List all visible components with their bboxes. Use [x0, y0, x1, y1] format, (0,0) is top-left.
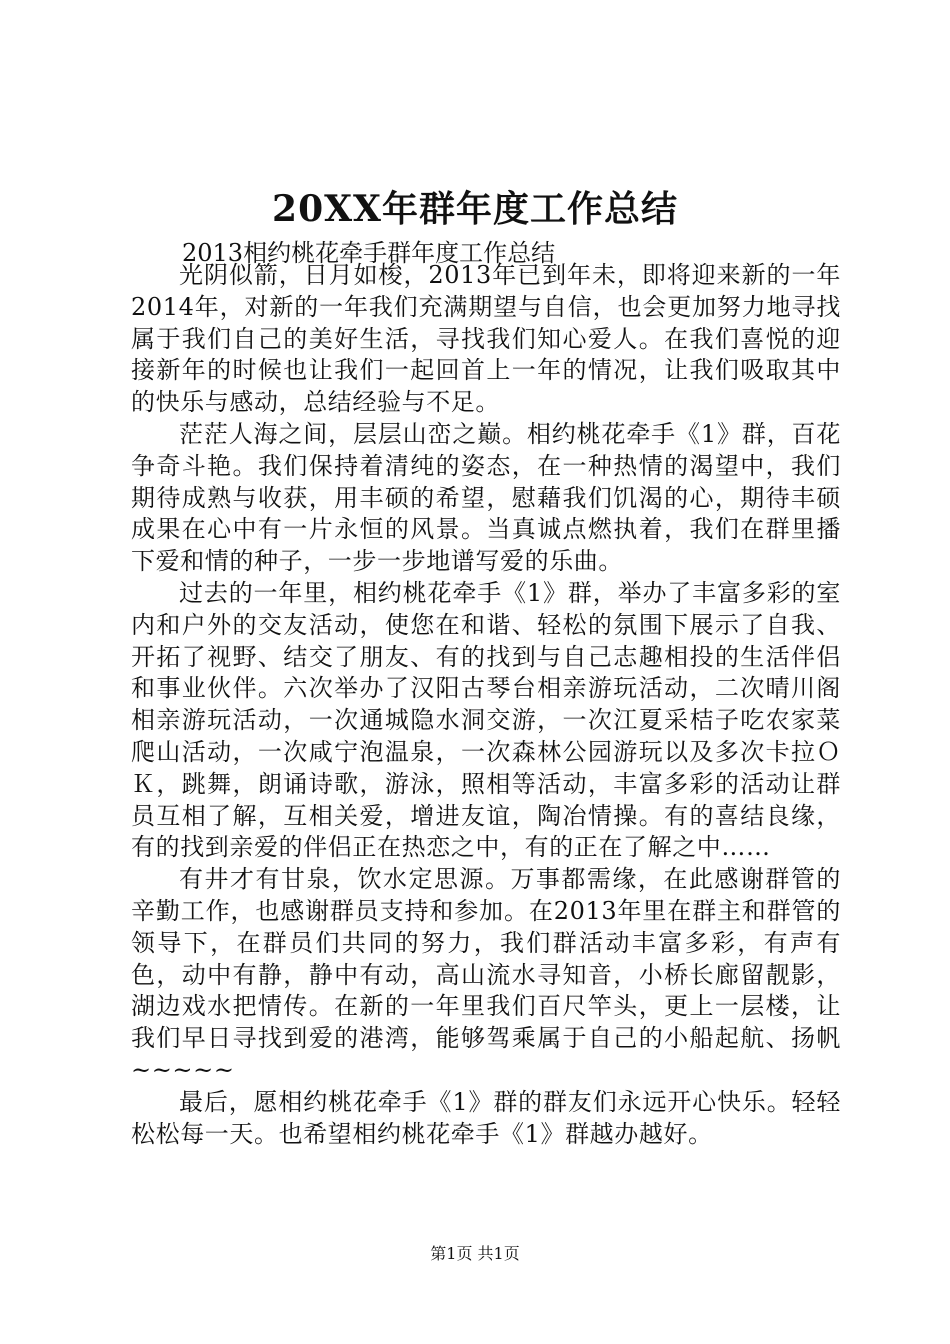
paragraph: 过去的一年里，相约桃花牵手《1》群，举办了丰富多彩的室内和户外的交友活动，使您在和谐、轻松的氛围下展示了自我、开拓了视野、结交了朋友、有的找到与自己志趣相投的生活伴侣和事业伙伴。六次举办了汉阳古琴台相亲游玩活动，二次晴川阁相亲游玩活动，一次通城隐水洞交游，一次江夏采桔子吃农家菜爬山活动，一次咸宁泡温泉，一次森林公园游玩以及多次卡拉ＯＫ，跳舞，朗诵诗歌，游泳，照相等活动，丰富多彩的活动让群员互相了解，互相关爱，增进友谊，陶冶情操。有的喜结良缘，有的找到亲爱的伴侣正在热恋之中，有的正在了解之中…… — [131, 578, 841, 862]
document-subtitle: 2013相约桃花牵手群年度工作总结 — [182, 239, 556, 267]
page-footer: 第1页 共1页 — [430, 1244, 520, 1263]
paragraph: 有井才有甘泉，饮水定思源。万事都需缘，在此感谢群管的辛勤工作，也感谢群员支持和参加。在2013年里在群主和群管的领导下，在群员们共同的努力，我们群活动丰富多彩，有声有色，动中有静，静中有动，高山流水寻知音，小桥长廊留靓影，湖边戏水把情传。在新的一年里我们百尺竿头，更上一层楼，让我们早日寻找到爱的港湾，能够驾乘属于自己的小船起航、扬帆~~~~~ — [131, 865, 841, 1084]
document-body — [131, 260, 841, 1150]
document-title: 20XX年群年度工作总结 — [272, 188, 678, 230]
paragraph: 茫茫人海之间，层层山峦之巅。相约桃花牵手《1》群，百花争奇斗艳。我们保持着清纯的姿态，在一种热情的渴望中，我们期待成熟与收获，用丰硕的希望，慰藉我们饥渴的心，期待丰硕成果在心中有一片永恒的风景。当真诚点燃执着，我们在群里播下爱和情的种子，一步一步地谱写爱的乐曲。 — [131, 419, 841, 576]
paragraph: 最后，愿相约桃花牵手《1》群的群友们永远开心快乐。轻轻松松每一天。也希望相约桃花牵手《1》群越办越好。 — [131, 1087, 841, 1148]
paragraph: 光阴似箭，日月如梭，2013年已到年未，即将迎来新的一年2014年，对新的一年我们充满期望与自信，也会更加努力地寻找属于我们自己的美好生活，寻找我们知心爱人。在我们喜悦的迎接新年的时候也让我们一起回首上一年的情况，让我们吸取其中的快乐与感动，总结经验与不足。 — [131, 261, 841, 417]
